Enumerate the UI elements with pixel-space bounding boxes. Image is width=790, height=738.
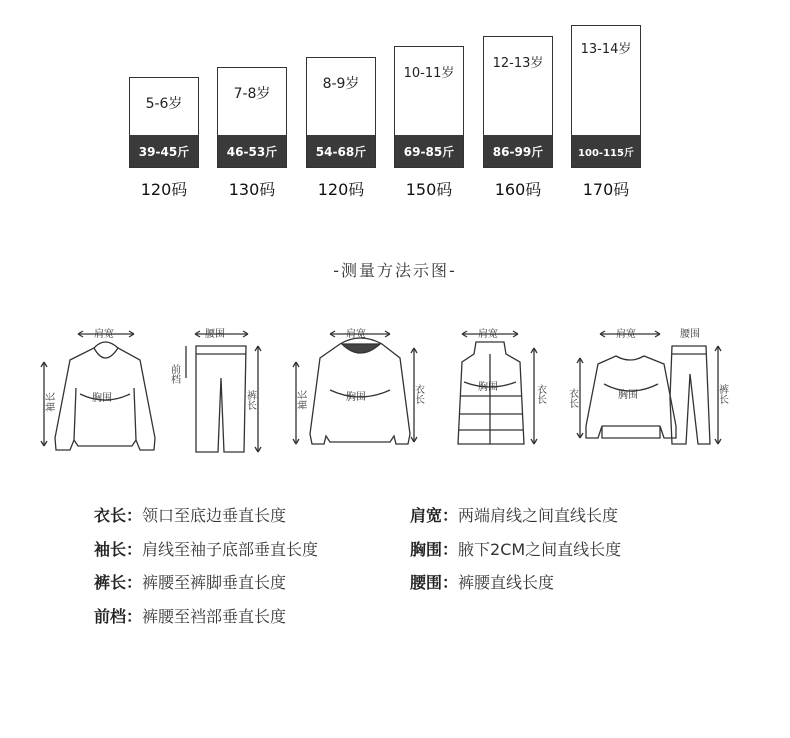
shoulder-label: 肩宽 <box>478 329 498 340</box>
weight-label: 54-68斤 <box>307 135 375 167</box>
sleeve-label: 袖长 <box>46 392 57 412</box>
weight-label: 86-99斤 <box>484 135 552 167</box>
weight-label: 69-85斤 <box>395 135 463 167</box>
chest-label: 胸围 <box>92 393 112 404</box>
age-label: 12-13岁 <box>492 56 544 71</box>
size-card <box>217 67 287 168</box>
size-label: 130码 <box>228 180 276 199</box>
front-rise-label: 前档 <box>168 364 180 384</box>
pants-length-label: 裤长 <box>244 390 256 410</box>
age-label: 10-11岁 <box>403 66 455 81</box>
waist-label: 腰围 <box>680 329 700 340</box>
size-label: 120码 <box>317 180 365 199</box>
vest-figure <box>458 327 547 444</box>
body-length-label: 衣长 <box>566 388 578 408</box>
weight-label: 46-53斤 <box>218 135 286 167</box>
sleeve-label: 袖长 <box>298 390 309 410</box>
measurement-figures <box>0 318 790 478</box>
section-title: -测量方法示图- <box>333 261 457 280</box>
size-label: 150码 <box>405 180 453 199</box>
age-label: 5-6岁 <box>145 96 183 112</box>
size-label: 170码 <box>582 180 630 199</box>
shoulder-label: 肩宽 <box>94 329 114 340</box>
chest-label: 胸围 <box>346 392 366 403</box>
legend-item-chest: 胸围：腋下2CM之间直线长度 <box>410 540 622 559</box>
chest-label: 胸围 <box>478 382 498 393</box>
size-label: 160码 <box>494 180 542 199</box>
size-card <box>129 77 199 168</box>
size-card <box>483 36 553 168</box>
pants-figure <box>169 328 262 452</box>
shoulder-label: 肩宽 <box>346 329 366 340</box>
weight-label: 39-45斤 <box>130 135 198 167</box>
size-label: 120码 <box>140 180 188 199</box>
waist-label: 腰围 <box>205 329 225 340</box>
age-label: 13-14岁 <box>580 42 632 57</box>
pants-length-label: 裤长 <box>716 384 728 404</box>
weight-label: 100-115斤 <box>572 135 640 167</box>
body-length-label: 衣长 <box>412 384 424 404</box>
legend-item-body-length: 衣长：领口至底边垂直长度 <box>94 506 287 525</box>
age-label: 8-9岁 <box>322 76 360 92</box>
legend-item-sleeve: 袖长：肩线至袖子底部垂直长度 <box>94 540 319 559</box>
legend-item-shoulder: 肩宽：两端肩线之间直线长度 <box>410 506 619 525</box>
legend-item-waist: 腰围：裤腰直线长度 <box>410 573 555 592</box>
sweatshirt-figure <box>567 327 729 444</box>
size-card <box>306 57 376 168</box>
shoulder-label: 肩宽 <box>616 329 636 340</box>
size-card <box>394 46 464 168</box>
age-label: 7-8岁 <box>233 86 271 102</box>
hoodie-figure <box>41 327 155 450</box>
body-length-label: 衣长 <box>534 384 546 404</box>
legend-item-pants-length: 裤长：裤腰至裤脚垂直长度 <box>94 573 287 592</box>
hoodie-dark-figure <box>293 327 425 444</box>
chest-label: 胸围 <box>618 390 638 401</box>
legend-item-front-rise: 前档：裤腰至裆部垂直长度 <box>94 607 287 626</box>
size-card <box>571 25 641 168</box>
